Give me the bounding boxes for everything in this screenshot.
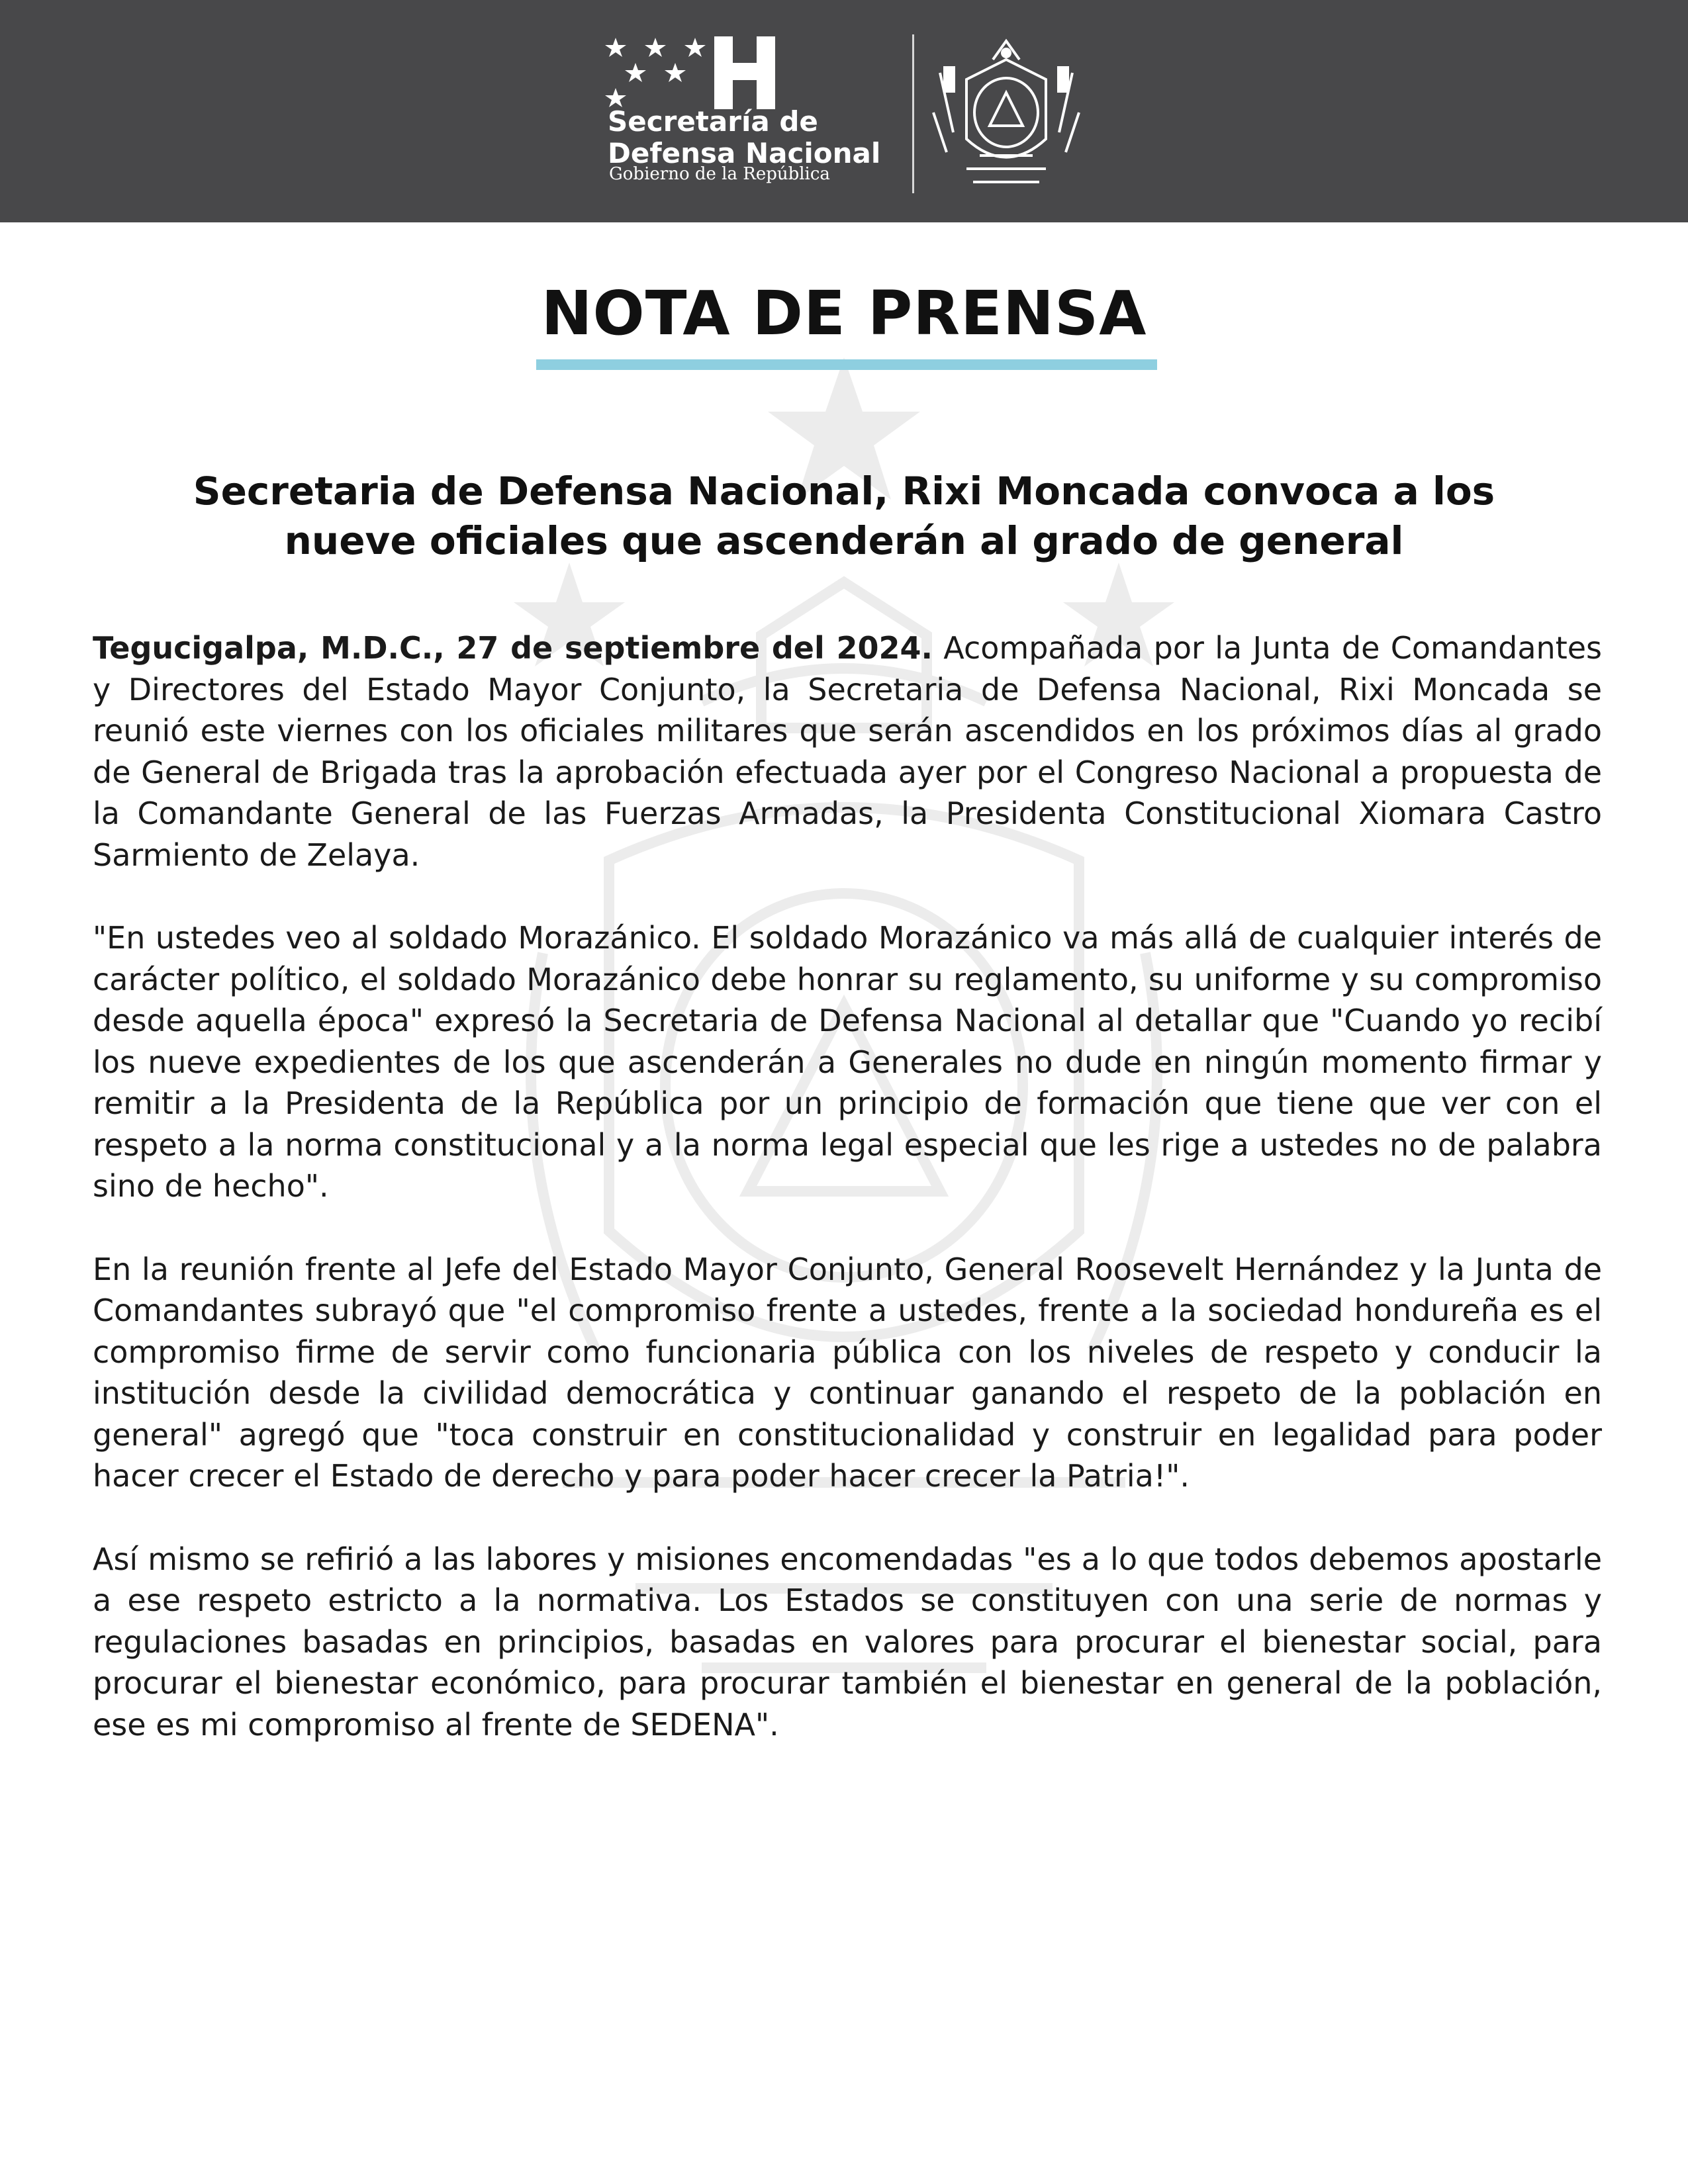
- paragraph-1-text: Acompañada por la Junta de Comandantes y Directores del Estado Mayor Conjunto, la Secretaria de Defensa Nacional, Rixi Moncada se reunió este viernes con los oficiales militares que serán ascendidos en los próximos días al grado de General de Brigada tras la aprobación efectuada ayer por el Congreso Nacional a propuesta de la Comandante General de las Fuerzas Armadas, la Presidenta Constitucional Xiomara Castro Sarmiento de Zelaya.: [93, 630, 1602, 873]
- org-name-line1: Secretaría de: [608, 105, 818, 138]
- paragraph-2: "En ustedes veo al soldado Morazánico. El soldado Morazánico va más allá de cualquier interés de carácter político, el soldado Morazánico debe honrar su reglamento, su uniforme y su compromiso desde aquella época" expresó la Secretaria de Defensa Nacional al detallar que "Cuando yo recibí los nueve expedientes de los que ascenderán a Generales no dude en ningún momento firmar y remitir a la Presidenta de la República por un principio de formación que tiene que ver con el respeto a la norma constitucional y a la norma legal especial que les rige a ustedes no de palabra sino de hecho".: [93, 920, 1602, 1204]
- headline: [93, 467, 1595, 566]
- header-divider: [912, 34, 914, 193]
- org-name: [608, 106, 880, 169]
- headline-line2: nueve oficiales que ascenderán al grado de general: [284, 518, 1404, 563]
- body-text: [93, 627, 1602, 1787]
- paragraph-1: [93, 627, 1602, 876]
- paragraph-3: En la reunión frente al Jefe del Estado Mayor Conjunto, General Roosevelt Hernández y la Junta de Comandantes subrayó que "el compromiso frente a ustedes, frente a la sociedad hondureña es el compromiso firme de servir como funcionaria pública con los niveles de respeto y conducir la institución desde la civilidad democrática y continuar ganando el respeto de la población en general" agregó que "toca construir en constitucionalidad y construir en legalidad para poder hacer crecer el Estado de derecho y para poder hacer crecer la Patria!".: [93, 1251, 1602, 1494]
- org-name-line2: Defensa Nacional: [608, 137, 881, 169]
- h-logo-icon: [712, 36, 778, 109]
- stars-icon: [602, 36, 708, 109]
- title-underline: [536, 359, 1157, 370]
- coat-of-arms-icon: [927, 33, 1086, 195]
- dateline: Tegucigalpa, M.D.C., 27 de septiembre del 2024.: [93, 630, 933, 666]
- paragraph-4: Así mismo se refirió a las labores y misiones encomendadas "es a lo que todos debemos apostarle a ese respeto estricto a la normativa. Los Estados se constituyen con una serie de normas y regulaciones basadas en principios, basadas en valores para procurar el bienestar social, para procurar el bienestar económico, para procurar también el bienestar en general de la población, ese es mi compromiso al frente de SEDENA".: [93, 1541, 1602, 1743]
- document-type-title: NOTA DE PRENSA: [541, 278, 1147, 349]
- header-bar: [0, 0, 1688, 222]
- gov-name: Gobierno de la República: [609, 164, 830, 184]
- headline-line1: Secretaria de Defensa Nacional, Rixi Moncada convoca a los: [193, 469, 1495, 514]
